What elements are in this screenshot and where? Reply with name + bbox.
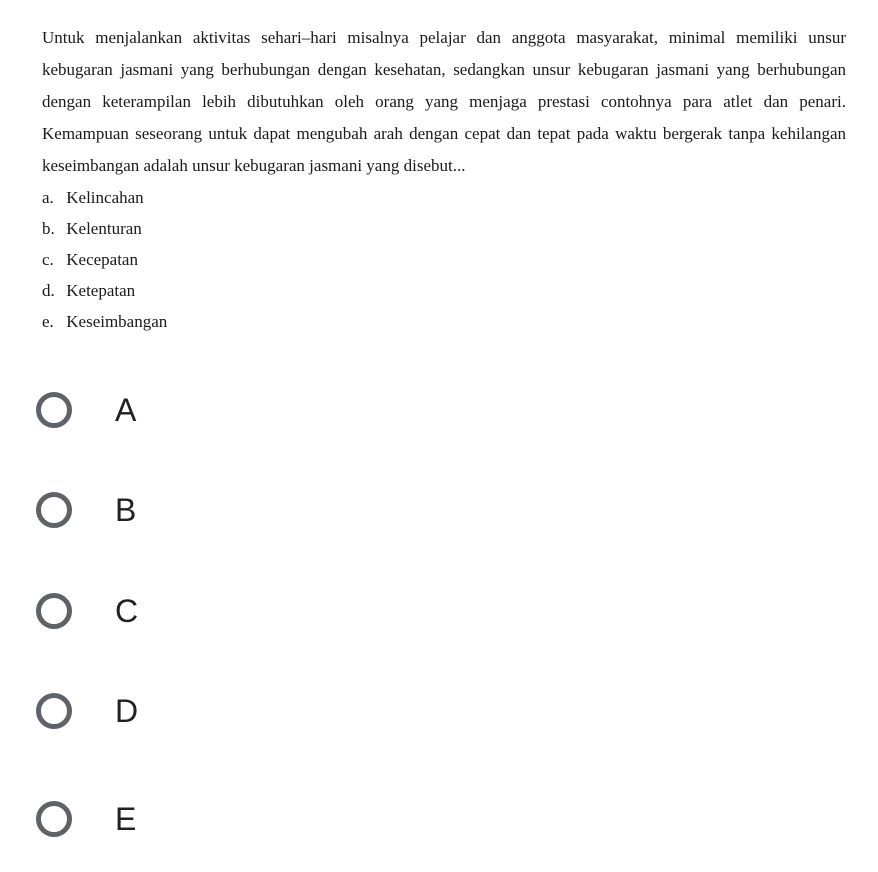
- question-text: Untuk menjalankan aktivitas sehari–hari misalnya pelajar dan anggota masyarakat, minimal memiliki unsur kebugaran jasmani yang berhubungan dengan kesehatan, sedangkan unsur kebugaran jasmani yang berhubungan dengan keterampilan lebih dibutuhkan oleh orang yang menjaga prestasi contohnya para atlet dan penari. Kemampuan seseorang untuk dapat mengubah arah dengan cepat dan tepat pada waktu bergerak tanpa kehilangan keseimbangan adalah unsur kebugaran jasmani yang disebut...: [42, 28, 846, 175]
- choice-item-b: [42, 213, 846, 244]
- option-c[interactable]: [36, 581, 296, 641]
- radio-circle-icon[interactable]: [36, 492, 72, 528]
- option-e[interactable]: [36, 789, 296, 849]
- option-b[interactable]: [36, 480, 296, 540]
- radio-circle-icon[interactable]: [36, 392, 72, 428]
- question-block: [42, 22, 846, 337]
- choice-item-a: [42, 182, 846, 213]
- radio-circle-icon[interactable]: [36, 801, 72, 837]
- choice-item-c: [42, 244, 846, 275]
- choice-letter: b.: [42, 219, 55, 238]
- option-label[interactable]: A: [115, 391, 137, 428]
- choice-list: [42, 182, 846, 337]
- option-a[interactable]: [36, 380, 296, 440]
- choice-text: Kecepatan: [66, 250, 138, 269]
- choice-text: Keseimbangan: [66, 312, 168, 331]
- choice-letter: d.: [42, 281, 55, 300]
- option-d[interactable]: [36, 681, 296, 741]
- radio-circle-icon[interactable]: [36, 593, 72, 629]
- option-label[interactable]: E: [115, 800, 137, 837]
- option-label[interactable]: C: [115, 592, 139, 629]
- option-label[interactable]: D: [115, 692, 139, 729]
- radio-circle-icon[interactable]: [36, 693, 72, 729]
- option-label[interactable]: B: [115, 491, 137, 528]
- choice-letter: a.: [42, 188, 54, 207]
- choice-item-d: [42, 275, 846, 306]
- choice-item-e: [42, 306, 846, 337]
- choice-text: Kelenturan: [66, 219, 142, 238]
- choice-letter: e.: [42, 312, 54, 331]
- choice-letter: c.: [42, 250, 54, 269]
- choice-text: Ketepatan: [66, 281, 136, 300]
- choice-text: Kelincahan: [66, 188, 144, 207]
